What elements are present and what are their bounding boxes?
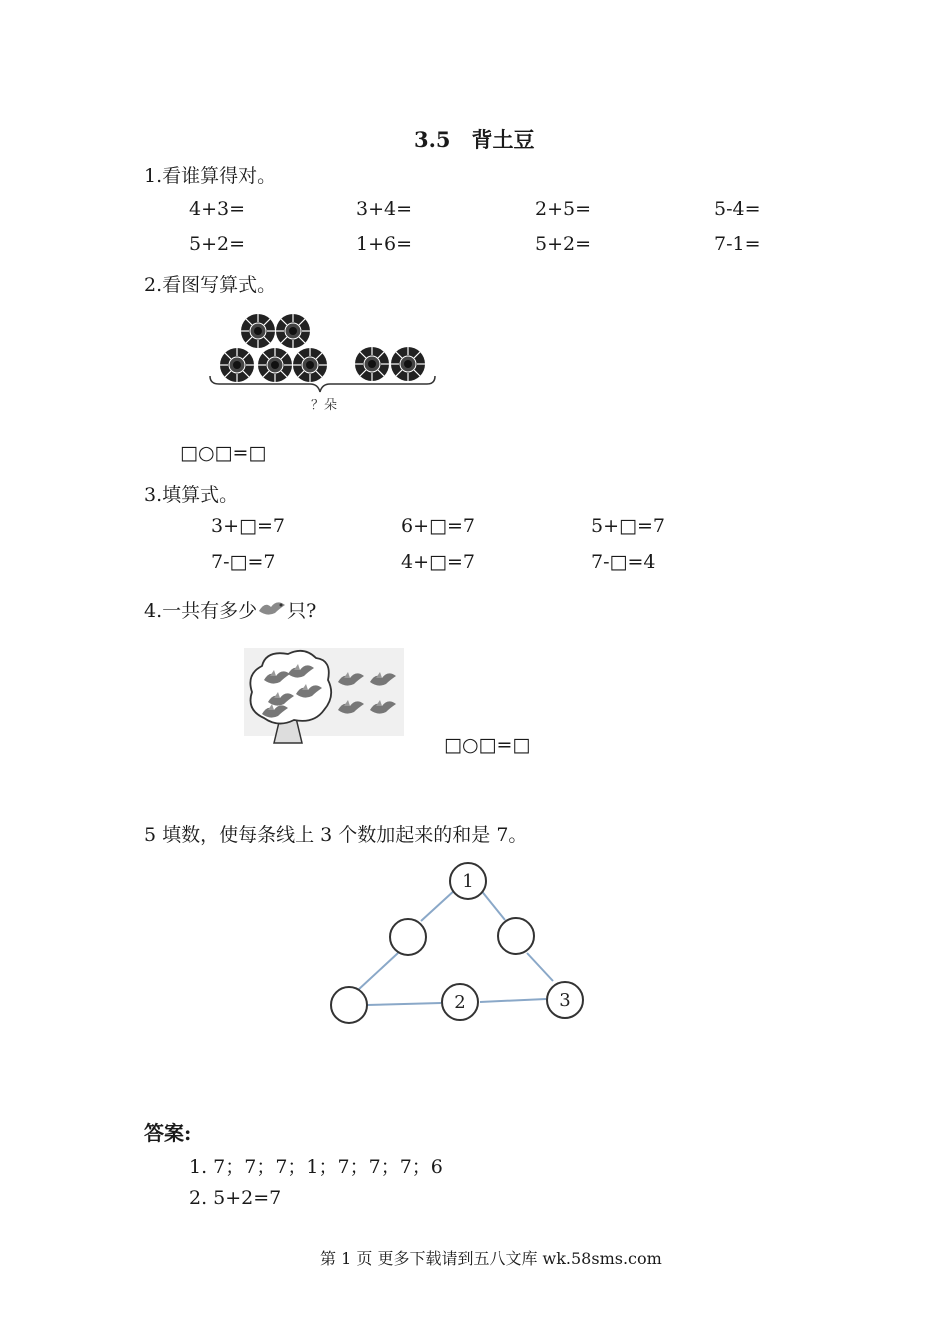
sunflower-icon xyxy=(276,314,310,348)
question-3-label: 3.填算式。 xyxy=(144,484,239,506)
node-bottom-right-value: 3 xyxy=(559,990,571,1011)
q3-equation: 3+□=7 xyxy=(211,515,285,537)
q3-equation: 5+□=7 xyxy=(591,515,665,537)
question-5-label: 5 填数，使每条线上 3 个数加起来的和是 7。 xyxy=(144,824,528,846)
q1-equation: 4+3= xyxy=(189,198,246,220)
q2-answer-template: □○□=□ xyxy=(180,442,267,464)
q3-equation: 6+□=7 xyxy=(401,515,475,537)
q3-equation: 7-□=4 xyxy=(591,551,656,573)
sunflower-icon xyxy=(391,347,425,381)
sunflower-icon xyxy=(241,314,275,348)
bird-icon xyxy=(257,597,287,619)
brace-label: ？朵 xyxy=(311,398,338,413)
sunflower-icon xyxy=(258,348,292,382)
page-footer: 第 1 页 更多下载请到五八文库 wk.58sms.com xyxy=(320,1249,662,1268)
q1-equation: 1+6= xyxy=(356,233,413,255)
q4-label-end: 只? xyxy=(287,600,317,622)
q1-equation: 5-4= xyxy=(714,198,761,220)
q1-equation: 5+2= xyxy=(535,233,592,255)
sunflower-icon xyxy=(220,348,254,382)
node-bottom-middle-value: 2 xyxy=(454,992,466,1013)
sunflower-icon xyxy=(355,347,389,381)
q3-equation: 7-□=7 xyxy=(211,551,276,573)
node-top-value: 1 xyxy=(462,871,474,892)
answer-item: 2. 5+2=7 xyxy=(189,1187,282,1209)
sunflower-illustration xyxy=(205,310,445,420)
page-title: 3.5 背土豆 xyxy=(414,127,535,152)
q1-equation: 2+5= xyxy=(535,198,592,220)
q1-equation: 3+4= xyxy=(356,198,413,220)
answer-item: 1. 7；7；7；1；7；7；7；6 xyxy=(189,1156,443,1178)
q4-label-start: 4.一共有多少 xyxy=(144,600,258,622)
question-4-label xyxy=(144,596,316,623)
q3-equation: 4+□=7 xyxy=(401,551,475,573)
question-2-label: 2.看图写算式。 xyxy=(144,274,277,296)
node-upper-right[interactable] xyxy=(498,918,534,954)
q1-equation: 5+2= xyxy=(189,233,246,255)
sunflower-icon xyxy=(293,348,327,382)
node-upper-left[interactable] xyxy=(390,919,426,955)
q1-equation: 7-1= xyxy=(714,233,761,255)
answers-heading: 答案: xyxy=(144,1121,192,1145)
tree-birds-illustration xyxy=(244,648,404,748)
node-bottom-left[interactable] xyxy=(331,987,367,1023)
question-1-label: 1.看谁算得对。 xyxy=(144,165,277,187)
q4-answer-template: □○□=□ xyxy=(444,734,531,756)
number-triangle-diagram xyxy=(320,856,600,1026)
